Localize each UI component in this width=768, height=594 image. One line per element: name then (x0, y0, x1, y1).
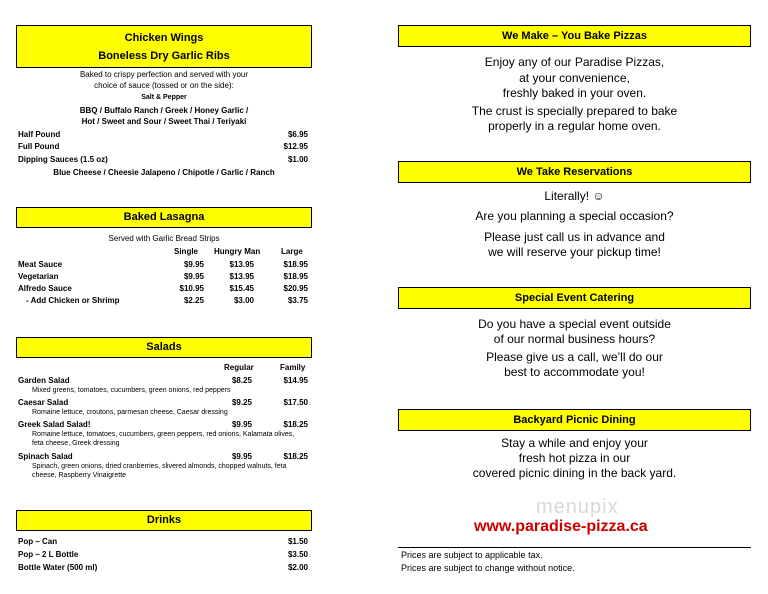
sauce-head: Salt & Pepper (141, 94, 187, 101)
col-family: Family (280, 363, 306, 372)
item-name: Dipping Sauces (1.5 oz) (18, 155, 108, 164)
menu-item-row (18, 550, 308, 561)
item-name: Alfredo Sauce (18, 284, 72, 293)
menu-item-row (18, 130, 308, 141)
bake-line-2: at your convenience, (519, 71, 630, 85)
bake-line-4: The crust is specially prepared to bake (471, 104, 678, 118)
catering-line-3: Please give us a call, we’ll do our (486, 350, 663, 364)
bake-line-3: freshly baked in your oven. (502, 86, 647, 100)
col-large: Large (281, 247, 303, 256)
picnic-title: Backyard Picnic Dining (398, 409, 751, 431)
sauces-line-2: Hot / Sweet and Sour / Sweet Thai / Teriyaki (81, 117, 247, 126)
salads-title: Salads (16, 337, 312, 358)
item-price: $3.00 (233, 296, 254, 305)
menu-item-row (18, 272, 308, 283)
item-price: $9.95 (231, 420, 252, 429)
item-price: $17.50 (283, 398, 308, 407)
menupix-watermark: menupix (536, 496, 619, 518)
item-price: $9.25 (231, 398, 252, 407)
salad-desc-cont: cheese, Raspberry Vinaigrette (32, 472, 127, 479)
picnic-line-3: covered picnic dining in the back yard. (472, 466, 677, 480)
menu-item-row (18, 376, 308, 387)
item-price: $2.25 (183, 296, 204, 305)
reserve-title: We Take Reservations (398, 161, 751, 183)
item-price: $2.00 (287, 563, 308, 572)
item-price: $18.95 (283, 260, 308, 269)
item-price: $13.95 (229, 272, 254, 281)
lasagna-header-row (18, 247, 308, 258)
wings-desc-1: Baked to crispy perfection and served with your (79, 70, 249, 79)
bake-line-5: properly in a regular home oven. (488, 119, 661, 133)
website-link[interactable]: www.paradise-pizza.ca (474, 518, 648, 535)
lasagna-title: Baked Lasagna (16, 207, 312, 228)
menu-item-row (18, 398, 308, 409)
lasagna-desc: Served with Garlic Bread Strips (108, 234, 220, 243)
catering-title: Special Event Catering (398, 287, 751, 309)
col-regular: Regular (224, 363, 254, 372)
wings-title-bar (16, 25, 312, 68)
salad-desc: Mixed greens, tomatoes, cucumbers, green onions, red peppers (32, 387, 231, 394)
salad-desc: Romaine lettuce, tomatoes, cucumbers, green peppers, red onions, Kalamata olives, (32, 431, 295, 438)
item-price: $1.50 (287, 537, 308, 546)
reserve-line-2: Are you planning a special occasion? (475, 209, 674, 223)
menu-item-row (18, 142, 308, 153)
salad-desc: Spinach, green onions, dried cranberries, slivered almonds, chopped walnuts, feta (32, 463, 287, 470)
col-hungry-man: Hungry Man (214, 247, 261, 256)
item-price: $3.75 (287, 296, 308, 305)
catering-line-1: Do you have a special event outside (478, 317, 671, 331)
item-price: $18.25 (283, 452, 308, 461)
item-price: $10.95 (179, 284, 204, 293)
sauces-line-1: BBQ / Buffalo Ranch / Greek / Honey Garlic / (79, 106, 249, 115)
divider (398, 547, 751, 548)
bake-line-1: Enjoy any of our Paradise Pizzas, (484, 55, 665, 69)
price-change-note: Prices are subject to change without notice. (401, 563, 575, 573)
salad-desc-cont: feta cheese, Greek dressing (32, 440, 120, 447)
bake-title: We Make – You Bake Pizzas (398, 25, 751, 47)
tax-note: Prices are subject to applicable tax. (401, 550, 543, 560)
item-price: $9.95 (231, 452, 252, 461)
item-price: $18.95 (283, 272, 308, 281)
catering-line-4: best to accommodate you! (504, 365, 645, 379)
item-price: $9.95 (183, 272, 204, 281)
picnic-line-1: Stay a while and enjoy your (501, 436, 648, 450)
item-name: Full Pound (18, 142, 60, 151)
catering-line-2: of our normal business hours? (493, 332, 656, 346)
menu-item-row (18, 537, 308, 548)
menu-item-row (18, 452, 308, 463)
ribs-title: Boneless Dry Garlic Ribs (98, 50, 230, 62)
menu-item-row (18, 296, 308, 307)
item-price: $1.00 (287, 155, 308, 164)
item-price: $8.25 (231, 376, 252, 385)
salads-header-row (18, 363, 308, 374)
item-price: $15.45 (229, 284, 254, 293)
picnic-line-2: fresh hot pizza in our (518, 451, 631, 465)
item-name: Spinach Salad (18, 452, 73, 461)
dip-sauces: Blue Cheese / Cheesie Jalapeno / Chipotle / Garlic / Ranch (53, 168, 275, 177)
menu-item-row (18, 284, 308, 295)
item-name: - Add Chicken or Shrimp (26, 296, 120, 305)
wings-desc-2: choice of sauce (tossed or on the side): (94, 81, 234, 90)
item-name: Pop – Can (18, 537, 58, 546)
item-price: $18.25 (283, 420, 308, 429)
item-price: $3.50 (287, 550, 308, 559)
wings-title: Chicken Wings (124, 32, 204, 44)
item-price: $6.95 (287, 130, 308, 139)
item-name: Bottle Water (500 ml) (18, 563, 98, 572)
salad-desc: Romaine lettuce, croutons, parmesan cheese, Caesar dressing (32, 409, 228, 416)
drinks-title: Drinks (16, 510, 312, 531)
item-name: Meat Sauce (18, 260, 63, 269)
item-name: Greek Salad Salad! (18, 420, 91, 429)
item-price: $9.95 (183, 260, 204, 269)
reserve-line-1: Literally! ☺ (544, 189, 605, 203)
menu-item-row (18, 155, 308, 166)
item-name: Garden Salad (18, 376, 70, 385)
menu-item-row (18, 563, 308, 574)
item-name: Pop – 2 L Bottle (18, 550, 79, 559)
menu-item-row (18, 420, 308, 431)
col-single: Single (174, 247, 199, 256)
item-price: $20.95 (283, 284, 308, 293)
menu-item-row (18, 260, 308, 271)
item-price: $13.95 (229, 260, 254, 269)
item-price: $14.95 (283, 376, 308, 385)
item-name: Half Pound (18, 130, 61, 139)
reserve-line-3: Please just call us in advance and (484, 230, 665, 244)
item-price: $12.95 (283, 142, 308, 151)
reserve-line-4: we will reserve your pickup time! (488, 245, 661, 259)
item-name: Caesar Salad (18, 398, 69, 407)
item-name: Vegetarian (18, 272, 59, 281)
